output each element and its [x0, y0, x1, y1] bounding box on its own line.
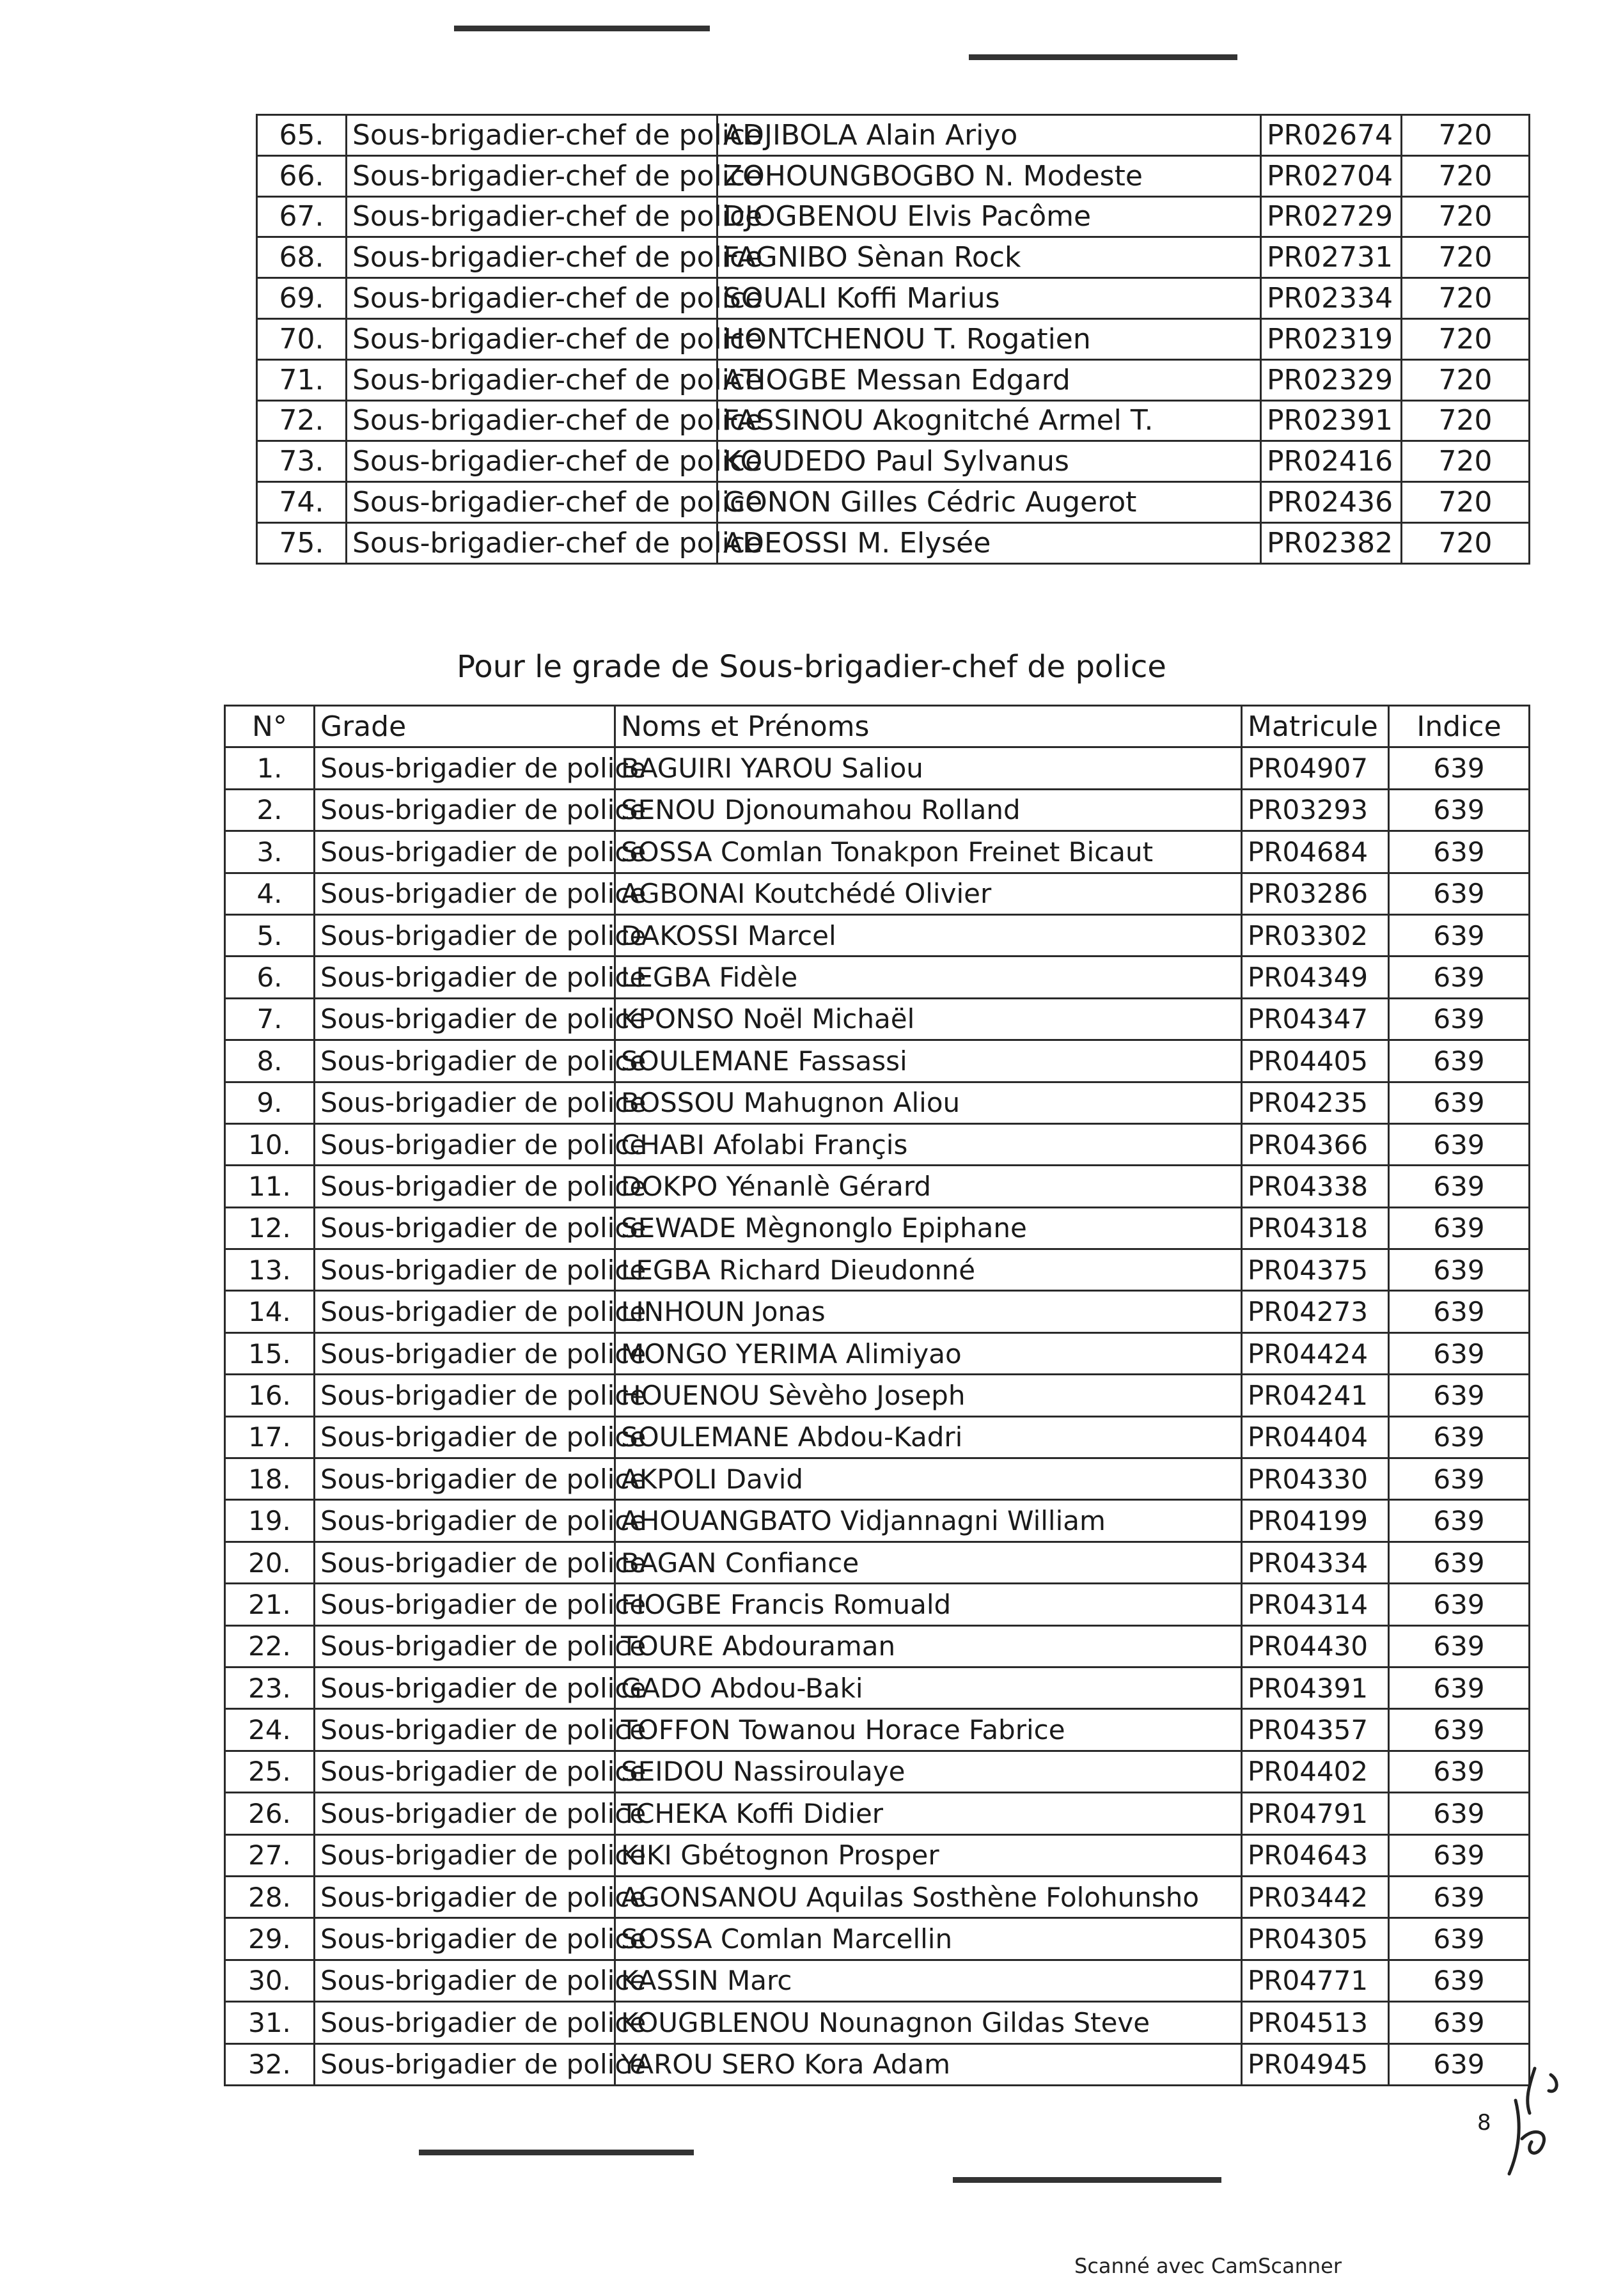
cell-grade: Sous-brigadier de police: [315, 957, 615, 998]
table-row: [225, 1960, 1530, 2001]
cell-name: TOFFON Towanou Horace Fabrice: [615, 1709, 1242, 1751]
header-name: Noms et Prénoms: [615, 706, 1242, 747]
cell-name: DOKPO Yénanlè Gérard: [615, 1166, 1242, 1207]
cell-grade: Sous-brigadier-chef de police: [347, 400, 717, 441]
cell-matricule: PR04235: [1242, 1082, 1389, 1123]
cell-number: 16.: [225, 1375, 315, 1416]
cell-indice: 639: [1389, 2043, 1530, 2085]
cell-number: 22.: [225, 1625, 315, 1667]
cell-matricule: PR03442: [1242, 1876, 1389, 1917]
cell-number: 15.: [225, 1332, 315, 1374]
cell-indice: 639: [1389, 1876, 1530, 1917]
table-row: [225, 1416, 1530, 1458]
cell-number: 72.: [257, 400, 347, 441]
cell-indice: 639: [1389, 789, 1530, 831]
cell-grade: Sous-brigadier de police: [315, 1416, 615, 1458]
cell-name: TOURE Abdouraman: [615, 1625, 1242, 1667]
cell-indice: 639: [1389, 914, 1530, 956]
cell-number: 10.: [225, 1123, 315, 1165]
cell-name: SEWADE Mègnonglo Epiphane: [615, 1207, 1242, 1249]
cell-matricule: PR04318: [1242, 1207, 1389, 1249]
cell-matricule: PR04273: [1242, 1291, 1389, 1332]
cell-matricule: PR04945: [1242, 2043, 1389, 2085]
cell-indice: 639: [1389, 1082, 1530, 1123]
cell-number: 21.: [225, 1584, 315, 1625]
cell-indice: 720: [1402, 237, 1530, 278]
cell-indice: 639: [1389, 1542, 1530, 1583]
cell-indice: 639: [1389, 1375, 1530, 1416]
cell-matricule: PR04643: [1242, 1834, 1389, 1876]
cell-name: SOSSA Comlan Marcellin: [615, 1918, 1242, 1960]
cell-indice: 639: [1389, 998, 1530, 1040]
cell-name: SOSSA Comlan Tonakpon Freinet Bicaut: [615, 831, 1242, 873]
cell-number: 11.: [225, 1166, 315, 1207]
cell-name: AHOUANGBATO Vidjannagni William: [615, 1500, 1242, 1542]
cell-grade: Sous-brigadier de police: [315, 831, 615, 873]
cell-indice: 720: [1402, 115, 1530, 156]
cell-grade: Sous-brigadier de police: [315, 1918, 615, 1960]
cell-grade: Sous-brigadier-chef de police: [347, 441, 717, 482]
cell-grade: Sous-brigadier-chef de police: [347, 482, 717, 523]
cell-matricule: PR02329: [1261, 359, 1402, 400]
cell-grade: Sous-brigadier de police: [315, 747, 615, 789]
top-right-line: [969, 54, 1237, 60]
cell-indice: 639: [1389, 1123, 1530, 1165]
cell-name: LEGBA Richard Dieudonné: [615, 1249, 1242, 1291]
cell-number: 32.: [225, 2043, 315, 2085]
cell-number: 25.: [225, 1751, 315, 1792]
cell-name: LEGBA Fidèle: [615, 957, 1242, 998]
cell-matricule: PR03286: [1242, 873, 1389, 914]
cell-grade: Sous-brigadier-chef de police: [347, 359, 717, 400]
cell-name: SENOU Djonoumahou Rolland: [615, 789, 1242, 831]
cell-name: LINHOUN Jonas: [615, 1291, 1242, 1332]
bottom-table-body: [225, 747, 1530, 2086]
cell-indice: 720: [1402, 318, 1530, 359]
cell-grade: Sous-brigadier de police: [315, 1082, 615, 1123]
cell-grade: Sous-brigadier de police: [315, 789, 615, 831]
table-row: [225, 1458, 1530, 1500]
cell-grade: Sous-brigadier de police: [315, 1625, 615, 1667]
table-row: [225, 789, 1530, 831]
cell-grade: Sous-brigadier de police: [315, 1834, 615, 1876]
cell-indice: 639: [1389, 1584, 1530, 1625]
cell-matricule: PR04357: [1242, 1709, 1389, 1751]
cell-indice: 639: [1389, 1960, 1530, 2001]
bottom-table-header: [225, 706, 1530, 747]
cell-number: 2.: [225, 789, 315, 831]
table-row: [225, 1667, 1530, 1708]
table-row: [225, 1040, 1530, 1082]
cell-name: ADJIBOLA Alain Ariyo: [717, 115, 1261, 156]
top-table: [256, 114, 1530, 565]
cell-indice: 639: [1389, 1918, 1530, 1960]
cell-grade: Sous-brigadier de police: [315, 1207, 615, 1249]
cell-indice: 639: [1389, 1207, 1530, 1249]
cell-matricule: PR03302: [1242, 914, 1389, 956]
table-row: [225, 1500, 1530, 1542]
cell-matricule: PR04366: [1242, 1123, 1389, 1165]
cell-number: 67.: [257, 196, 347, 237]
cell-grade: Sous-brigadier de police: [315, 1332, 615, 1374]
table-row: [257, 278, 1530, 319]
cell-name: KASSIN Marc: [615, 1960, 1242, 2001]
cell-name: FASSINOU Akognitché Armel T.: [717, 400, 1261, 441]
cell-grade: Sous-brigadier de police: [315, 2043, 615, 2085]
cell-indice: 639: [1389, 1166, 1530, 1207]
header-indice: Indice: [1389, 706, 1530, 747]
cell-matricule: PR02334: [1261, 278, 1402, 319]
cell-indice: 639: [1389, 1709, 1530, 1751]
bottom-right-line: [953, 2177, 1221, 2183]
cell-number: 31.: [225, 2002, 315, 2043]
cell-matricule: PR04684: [1242, 831, 1389, 873]
cell-matricule: PR02731: [1261, 237, 1402, 278]
cell-matricule: PR04330: [1242, 1458, 1389, 1500]
cell-matricule: PR04349: [1242, 957, 1389, 998]
cell-grade: Sous-brigadier de police: [315, 1542, 615, 1583]
table-row: [225, 1876, 1530, 1917]
cell-name: SOUALI Koffi Marius: [717, 278, 1261, 319]
cell-grade: Sous-brigadier de police: [315, 2002, 615, 2043]
cell-indice: 639: [1389, 957, 1530, 998]
section-title: Pour le grade de Sous-brigadier-chef de police: [457, 649, 1166, 685]
cell-number: 12.: [225, 1207, 315, 1249]
cell-indice: 720: [1402, 155, 1530, 196]
table-row: [225, 1291, 1530, 1332]
cell-number: 27.: [225, 1834, 315, 1876]
cell-number: 13.: [225, 1249, 315, 1291]
cell-matricule: PR04424: [1242, 1332, 1389, 1374]
table-row: [225, 1709, 1530, 1751]
cell-matricule: PR02391: [1261, 400, 1402, 441]
cell-name: KOUDEDO Paul Sylvanus: [717, 441, 1261, 482]
cell-indice: 720: [1402, 400, 1530, 441]
cell-grade: Sous-brigadier de police: [315, 873, 615, 914]
table-row: [257, 522, 1530, 563]
cell-indice: 639: [1389, 831, 1530, 873]
cell-name: TCHEKA Koffi Didier: [615, 1793, 1242, 1834]
cell-indice: 639: [1389, 1793, 1530, 1834]
cell-name: AGBONAI Koutchédé Olivier: [615, 873, 1242, 914]
cell-number: 7.: [225, 998, 315, 1040]
table-row: [225, 1207, 1530, 1249]
bottom-table: [224, 705, 1530, 2086]
table-row: [225, 1625, 1530, 1667]
cell-name: CHABI Afolabi Françis: [615, 1123, 1242, 1165]
cell-name: DJOGBENOU Elvis Pacôme: [717, 196, 1261, 237]
header-grade: Grade: [315, 706, 615, 747]
table-row: [225, 1123, 1530, 1165]
cell-indice: 639: [1389, 1416, 1530, 1458]
cell-indice: 639: [1389, 1751, 1530, 1792]
cell-grade: Sous-brigadier-chef de police: [347, 237, 717, 278]
cell-grade: Sous-brigadier de police: [315, 1166, 615, 1207]
table-row: [225, 1082, 1530, 1123]
cell-grade: Sous-brigadier de police: [315, 1584, 615, 1625]
table-row: [225, 1793, 1530, 1834]
cell-grade: Sous-brigadier-chef de police: [347, 318, 717, 359]
cell-number: 24.: [225, 1709, 315, 1751]
cell-matricule: PR02319: [1261, 318, 1402, 359]
cell-matricule: PR04771: [1242, 1960, 1389, 2001]
cell-indice: 720: [1402, 359, 1530, 400]
cell-number: 28.: [225, 1876, 315, 1917]
cell-number: 66.: [257, 155, 347, 196]
table-row: [225, 1249, 1530, 1291]
cell-indice: 639: [1389, 1667, 1530, 1708]
table-row: [225, 1375, 1530, 1416]
cell-matricule: PR02416: [1261, 441, 1402, 482]
cell-indice: 720: [1402, 522, 1530, 563]
table-row: [225, 914, 1530, 956]
table-row: [257, 237, 1530, 278]
cell-indice: 720: [1402, 441, 1530, 482]
table-row: [225, 957, 1530, 998]
cell-matricule: PR04791: [1242, 1793, 1389, 1834]
cell-name: SEIDOU Nassiroulaye: [615, 1751, 1242, 1792]
table-row: [225, 1542, 1530, 1583]
bottom-left-line: [419, 2150, 694, 2155]
table-row: [257, 318, 1530, 359]
cell-name: AKPOLI David: [615, 1458, 1242, 1500]
cell-matricule: PR04305: [1242, 1918, 1389, 1960]
cell-name: FIOGBE Francis Romuald: [615, 1584, 1242, 1625]
cell-grade: Sous-brigadier de police: [315, 1751, 615, 1792]
cell-number: 73.: [257, 441, 347, 482]
cell-matricule: PR04347: [1242, 998, 1389, 1040]
cell-name: BOSSOU Mahugnon Aliou: [615, 1082, 1242, 1123]
table-row: [225, 831, 1530, 873]
cell-number: 29.: [225, 1918, 315, 1960]
cell-matricule: PR04391: [1242, 1667, 1389, 1708]
top-left-line: [454, 26, 710, 31]
cell-grade: Sous-brigadier de police: [315, 1458, 615, 1500]
cell-grade: Sous-brigadier de police: [315, 1960, 615, 2001]
table-row: [225, 1584, 1530, 1625]
cell-name: GADO Abdou-Baki: [615, 1667, 1242, 1708]
cell-matricule: PR04907: [1242, 747, 1389, 789]
cell-number: 14.: [225, 1291, 315, 1332]
cell-indice: 639: [1389, 1040, 1530, 1082]
table-row: [225, 873, 1530, 914]
cell-grade: Sous-brigadier-chef de police: [347, 278, 717, 319]
cell-grade: Sous-brigadier de police: [315, 1040, 615, 1082]
table-row: [225, 1834, 1530, 1876]
cell-matricule: PR04241: [1242, 1375, 1389, 1416]
cell-grade: Sous-brigadier-chef de police: [347, 522, 717, 563]
cell-indice: 639: [1389, 873, 1530, 914]
table-row: [225, 1166, 1530, 1207]
cell-name: KIKI Gbétognon Prosper: [615, 1834, 1242, 1876]
cell-matricule: PR02382: [1261, 522, 1402, 563]
cell-matricule: PR04199: [1242, 1500, 1389, 1542]
cell-number: 30.: [225, 1960, 315, 2001]
table-row: [257, 196, 1530, 237]
scanner-footer: Scanné avec CamScanner: [1074, 2254, 1342, 2278]
cell-name: ZOHOUNGBOGBO N. Modeste: [717, 155, 1261, 196]
cell-number: 18.: [225, 1458, 315, 1500]
cell-indice: 639: [1389, 1249, 1530, 1291]
cell-matricule: PR02436: [1261, 482, 1402, 523]
table-row: [225, 998, 1530, 1040]
cell-matricule: PR04405: [1242, 1040, 1389, 1082]
cell-number: 70.: [257, 318, 347, 359]
table-row: [225, 1332, 1530, 1374]
cell-name: YAROU SERO Kora Adam: [615, 2043, 1242, 2085]
cell-matricule: PR03293: [1242, 789, 1389, 831]
cell-name: BAGAN Confiance: [615, 1542, 1242, 1583]
cell-name: FAGNIBO Sènan Rock: [717, 237, 1261, 278]
table-row: [225, 1751, 1530, 1792]
cell-indice: 639: [1389, 1291, 1530, 1332]
header-matricule: Matricule: [1242, 706, 1389, 747]
cell-matricule: PR04402: [1242, 1751, 1389, 1792]
cell-name: BAGUIRI YAROU Saliou: [615, 747, 1242, 789]
cell-number: 5.: [225, 914, 315, 956]
cell-name: ADEOSSI M. Elysée: [717, 522, 1261, 563]
cell-number: 71.: [257, 359, 347, 400]
cell-number: 20.: [225, 1542, 315, 1583]
table-row: [257, 359, 1530, 400]
cell-indice: 639: [1389, 1834, 1530, 1876]
table-row: [257, 482, 1530, 523]
table-row: [257, 115, 1530, 156]
cell-grade: Sous-brigadier de police: [315, 1667, 615, 1708]
cell-name: HOUENOU Sèvèho Joseph: [615, 1375, 1242, 1416]
cell-number: 19.: [225, 1500, 315, 1542]
signature-mark: [1490, 2062, 1567, 2183]
cell-indice: 639: [1389, 1625, 1530, 1667]
cell-number: 4.: [225, 873, 315, 914]
cell-indice: 720: [1402, 196, 1530, 237]
cell-name: GONON Gilles Cédric Augerot: [717, 482, 1261, 523]
cell-grade: Sous-brigadier de police: [315, 1375, 615, 1416]
cell-number: 6.: [225, 957, 315, 998]
table-row: [257, 400, 1530, 441]
cell-grade: Sous-brigadier-chef de police: [347, 196, 717, 237]
cell-matricule: PR04314: [1242, 1584, 1389, 1625]
cell-indice: 720: [1402, 482, 1530, 523]
cell-number: 23.: [225, 1667, 315, 1708]
cell-matricule: PR02674: [1261, 115, 1402, 156]
cell-number: 17.: [225, 1416, 315, 1458]
table-row: [225, 1918, 1530, 1960]
cell-indice: 639: [1389, 2002, 1530, 2043]
cell-grade: Sous-brigadier de police: [315, 1876, 615, 1917]
cell-name: SOULEMANE Abdou-Kadri: [615, 1416, 1242, 1458]
table-row: [257, 441, 1530, 482]
cell-number: 69.: [257, 278, 347, 319]
cell-number: 1.: [225, 747, 315, 789]
cell-matricule: PR04338: [1242, 1166, 1389, 1207]
cell-grade: Sous-brigadier-chef de police: [347, 155, 717, 196]
cell-grade: Sous-brigadier de police: [315, 1500, 615, 1542]
cell-name: MONGO YERIMA Alimiyao: [615, 1332, 1242, 1374]
table-row: [225, 2043, 1530, 2085]
cell-name: DAKOSSI Marcel: [615, 914, 1242, 956]
cell-number: 3.: [225, 831, 315, 873]
cell-grade: Sous-brigadier de police: [315, 1249, 615, 1291]
cell-matricule: PR04513: [1242, 2002, 1389, 2043]
cell-matricule: PR04430: [1242, 1625, 1389, 1667]
cell-number: 75.: [257, 522, 347, 563]
cell-grade: Sous-brigadier de police: [315, 1709, 615, 1751]
table-row: [225, 2002, 1530, 2043]
page-number: 8: [1477, 2110, 1491, 2136]
cell-name: ATIOGBE Messan Edgard: [717, 359, 1261, 400]
table-row: [225, 747, 1530, 789]
cell-number: 74.: [257, 482, 347, 523]
cell-number: 68.: [257, 237, 347, 278]
cell-number: 26.: [225, 1793, 315, 1834]
cell-name: SOULEMANE Fassassi: [615, 1040, 1242, 1082]
cell-indice: 720: [1402, 278, 1530, 319]
cell-grade: Sous-brigadier de police: [315, 1123, 615, 1165]
header-row: [225, 706, 1530, 747]
cell-matricule: PR04334: [1242, 1542, 1389, 1583]
cell-number: 9.: [225, 1082, 315, 1123]
cell-matricule: PR04375: [1242, 1249, 1389, 1291]
cell-name: HONTCHENOU T. Rogatien: [717, 318, 1261, 359]
cell-indice: 639: [1389, 1500, 1530, 1542]
cell-matricule: PR04404: [1242, 1416, 1389, 1458]
cell-number: 8.: [225, 1040, 315, 1082]
cell-number: 65.: [257, 115, 347, 156]
top-table-body: [257, 115, 1530, 564]
cell-grade: Sous-brigadier-chef de police: [347, 115, 717, 156]
table-row: [257, 155, 1530, 196]
cell-name: AGONSANOU Aquilas Sosthène Folohunsho: [615, 1876, 1242, 1917]
cell-grade: Sous-brigadier de police: [315, 1291, 615, 1332]
cell-grade: Sous-brigadier de police: [315, 998, 615, 1040]
cell-name: KPONSO Noël Michaël: [615, 998, 1242, 1040]
cell-grade: Sous-brigadier de police: [315, 1793, 615, 1834]
cell-indice: 639: [1389, 747, 1530, 789]
cell-grade: Sous-brigadier de police: [315, 914, 615, 956]
cell-indice: 639: [1389, 1458, 1530, 1500]
cell-name: KOUGBLENOU Nounagnon Gildas Steve: [615, 2002, 1242, 2043]
cell-matricule: PR02704: [1261, 155, 1402, 196]
cell-matricule: PR02729: [1261, 196, 1402, 237]
header-number: N°: [225, 706, 315, 747]
cell-indice: 639: [1389, 1332, 1530, 1374]
